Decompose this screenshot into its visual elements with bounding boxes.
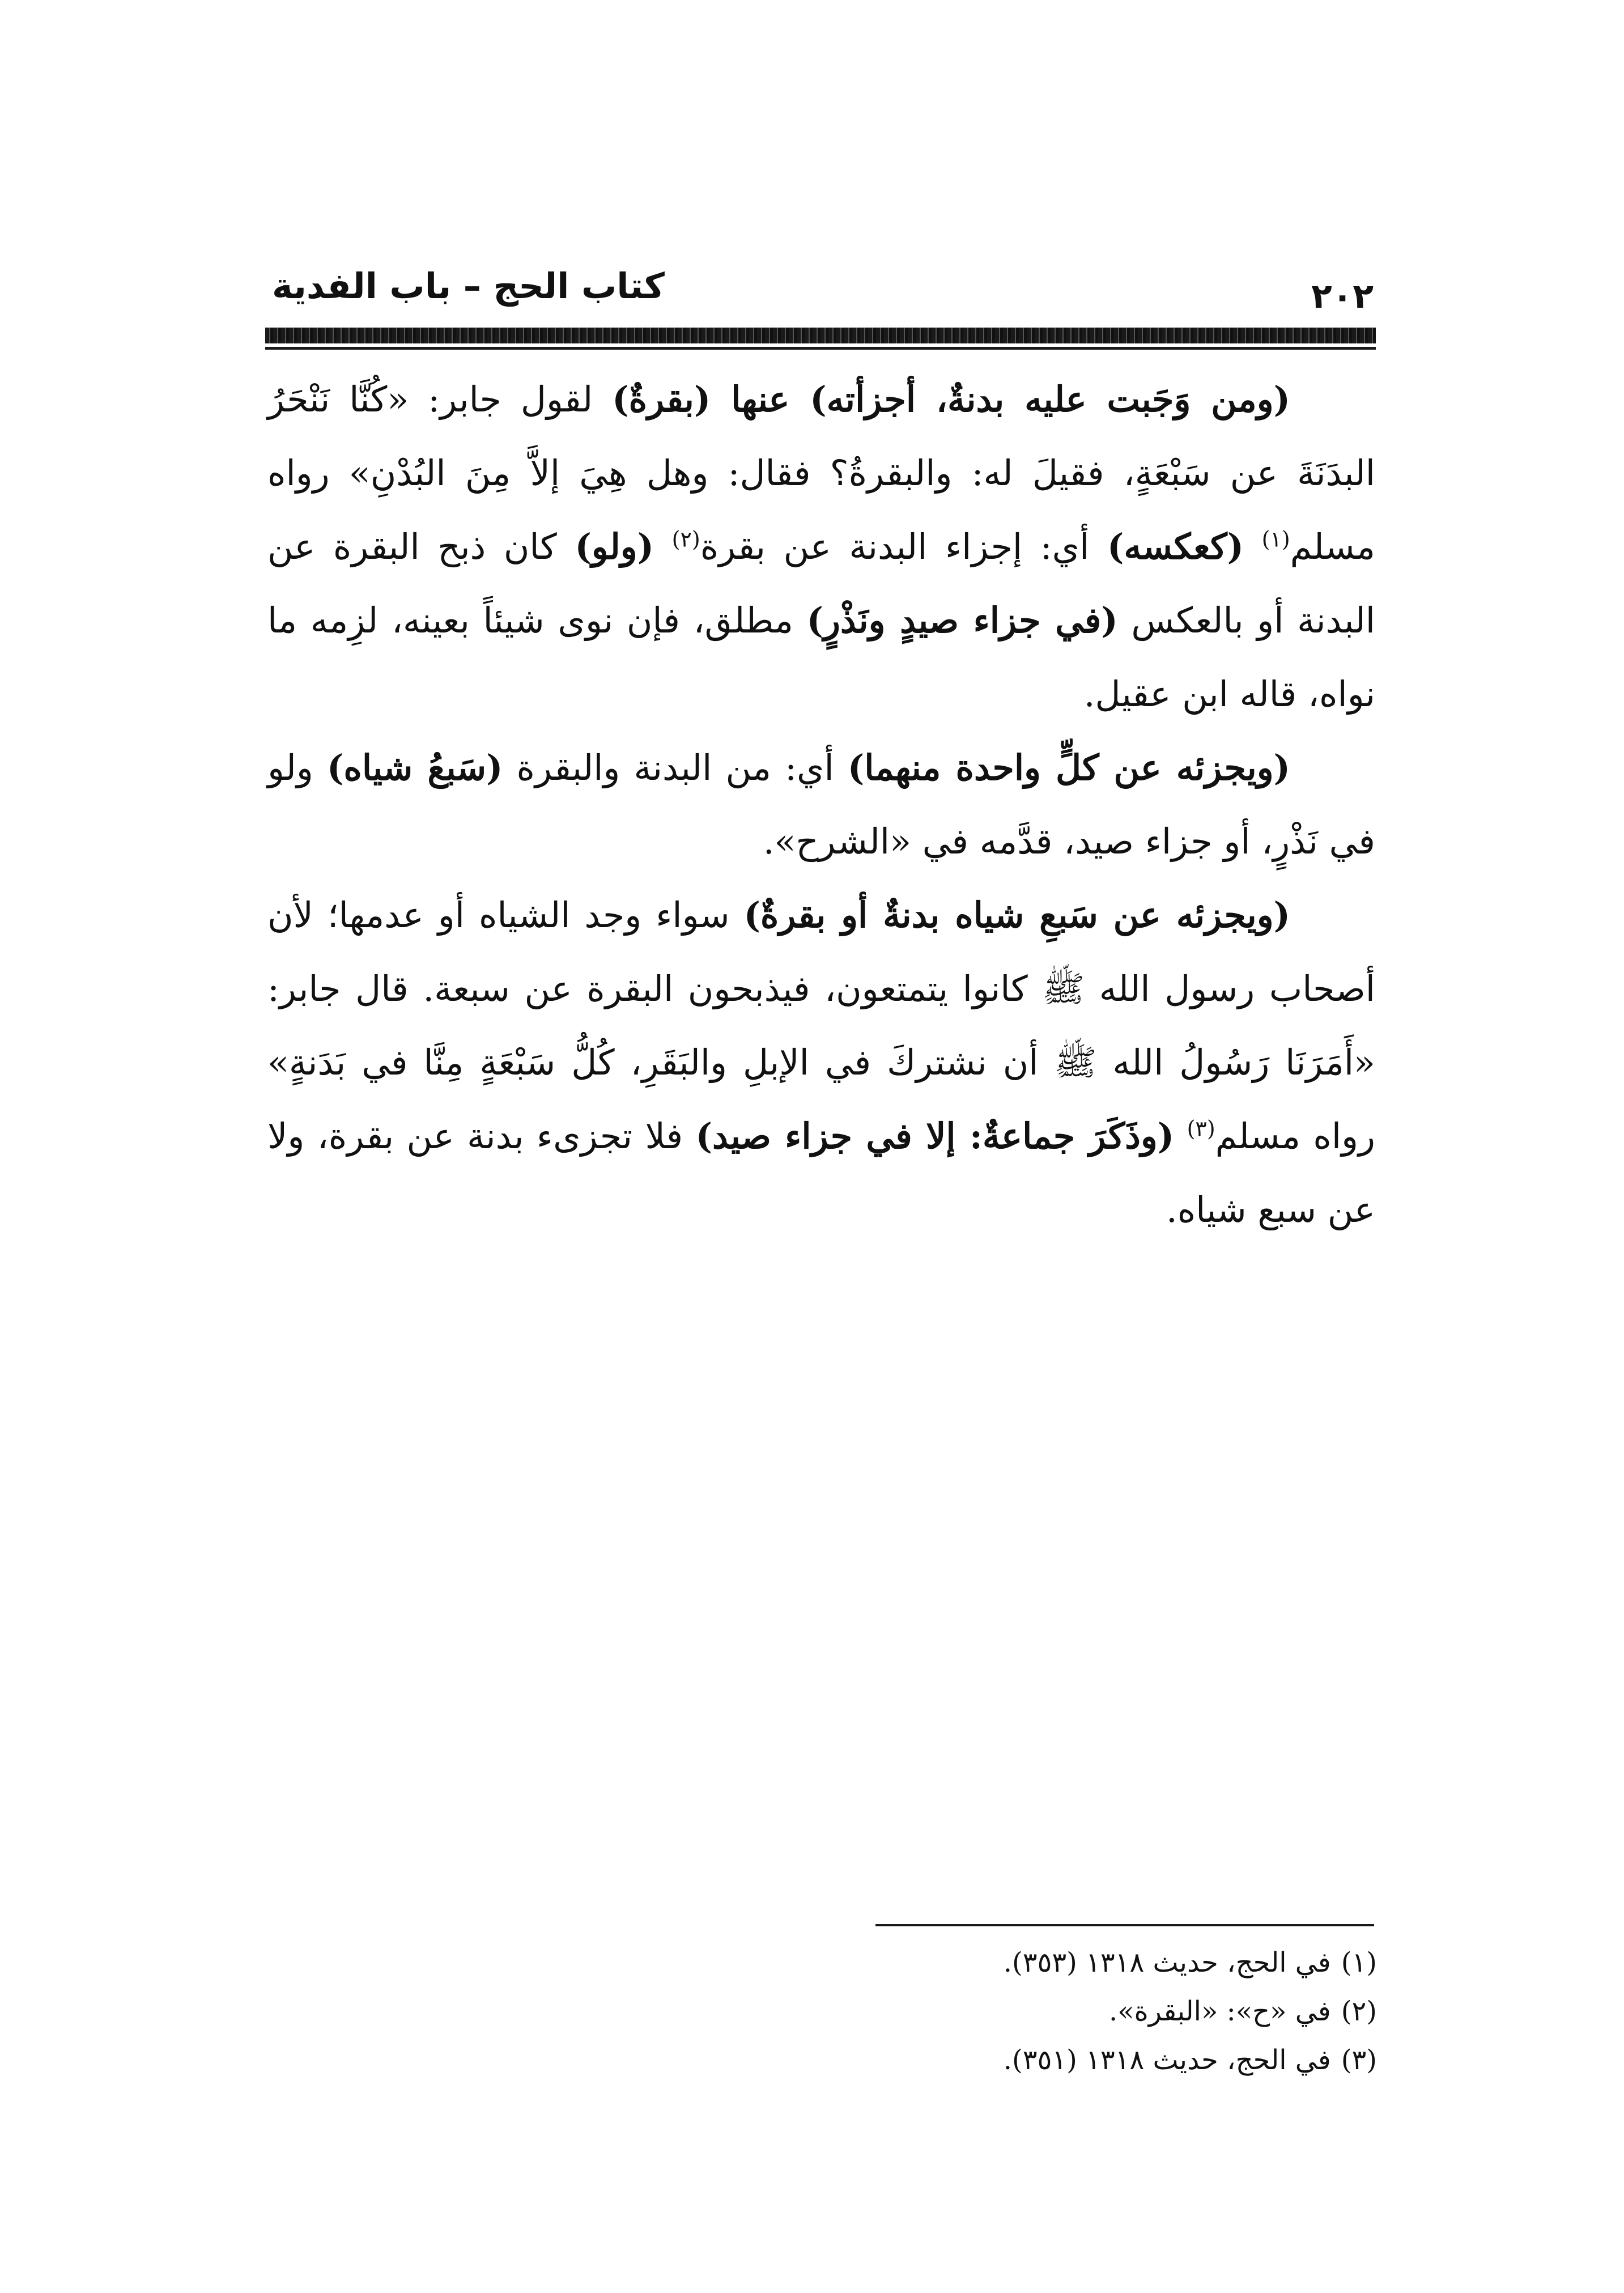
footnote-number: (٣) — [1341, 2044, 1377, 2076]
sharh-text: مطلق، فإن نوى شيئاً بعينه، لزِمه ما نواه، قاله ابن عقيل. — [267, 600, 1375, 715]
footnote-text: في الحج، حديث ١٣١٨ (٣٥١). — [1003, 2044, 1331, 2076]
footnote-reference: (٣) — [1187, 1116, 1215, 1141]
footnote-1 — [793, 1938, 1377, 1987]
matn-text: (كعكسه) — [1107, 526, 1244, 567]
matn-text: (ويجزئه عن كلٍّ واحدة منهما) — [847, 747, 1290, 788]
paragraph-1 — [267, 363, 1375, 731]
footnote-text: في الحج، حديث ١٣١٨ (٣٥٣). — [1003, 1947, 1331, 1978]
header-rule — [265, 328, 1376, 343]
matn-text: (سَبعُ شياه) — [327, 747, 503, 788]
footnote-text: في «ح»: «البقرة». — [1109, 1995, 1331, 2027]
main-text — [267, 363, 1375, 1247]
page-number: ٢٠٢ — [1311, 277, 1374, 316]
footnote-3 — [793, 2036, 1377, 2084]
footnote-number: (٢) — [1341, 1995, 1377, 2027]
sharh-text: أي: من البدنة والبقرة — [503, 747, 848, 788]
sharh-text: ولو في نَذْرٍ، أو جزاء صيد، قدَّمه في «الشرح». — [267, 747, 1375, 862]
matn-text: (ولو) — [575, 526, 654, 567]
sharh-text — [654, 526, 672, 567]
sharh-text: فلا تجزىء بدنة عن بقرة، ولا عن سبع شياه. — [267, 1115, 1375, 1230]
footnote-2 — [793, 1987, 1377, 2036]
header-rule-thin — [265, 347, 1376, 350]
footnote-number: (١) — [1341, 1947, 1377, 1978]
matn-text: (وذَكَرَ جماعةٌ: إلا في جزاء صيد) — [695, 1115, 1175, 1157]
matn-text: (ومن وَجَبت عليه بدنةٌ، أجزأته) عنها (بقرةٌ) — [612, 379, 1290, 420]
paragraph-3 — [267, 878, 1375, 1247]
sharh-text: سواء وجد الشياه أو عدمها؛ لأن أصحاب رسول الله ﷺ كانوا يتمتعون، فيذبحون البقرة عن سبعة. قال جابر: «أَمَرَنَا رَسُولُ الله ﷺ أن نشتركَ في الإبلِ والبَقَرِ، كُلُّ سَبْعَةٍ مِنَّا في بَدَنةٍ» رواه مسلم — [267, 894, 1375, 1157]
paragraph-2 — [267, 731, 1375, 878]
matn-text: (في جزاء صيدٍ ونَذْرٍ) — [806, 600, 1118, 641]
footnote-separator — [875, 1924, 1374, 1926]
footnote-reference: (١) — [1261, 526, 1290, 552]
footnotes — [793, 1938, 1377, 2084]
running-header-title: كتاب الحج – باب الفدية — [272, 265, 665, 307]
sharh-text: كان ذبح البقرة عن البدنة أو بالعكس — [267, 526, 1376, 641]
matn-text: (ويجزئه عن سَبعِ شياه بدنةٌ أو بقرةٌ) — [743, 894, 1290, 936]
sharh-text: لقول جابر: «كُنَّا نَنْحَرُ البدَنَةَ عن سَبْعَةٍ، فقيلَ له: والبقرةُ؟ فقال: وهل هِيَ إلاَّ مِنَ البُدْنِ» رواه مسلم — [267, 379, 1375, 567]
sharh-text: أي: إجزاء البدنة عن بقرة — [700, 526, 1108, 567]
sharh-text — [1174, 1115, 1187, 1157]
sharh-text — [1244, 526, 1262, 567]
footnote-reference: (٢) — [671, 526, 700, 552]
